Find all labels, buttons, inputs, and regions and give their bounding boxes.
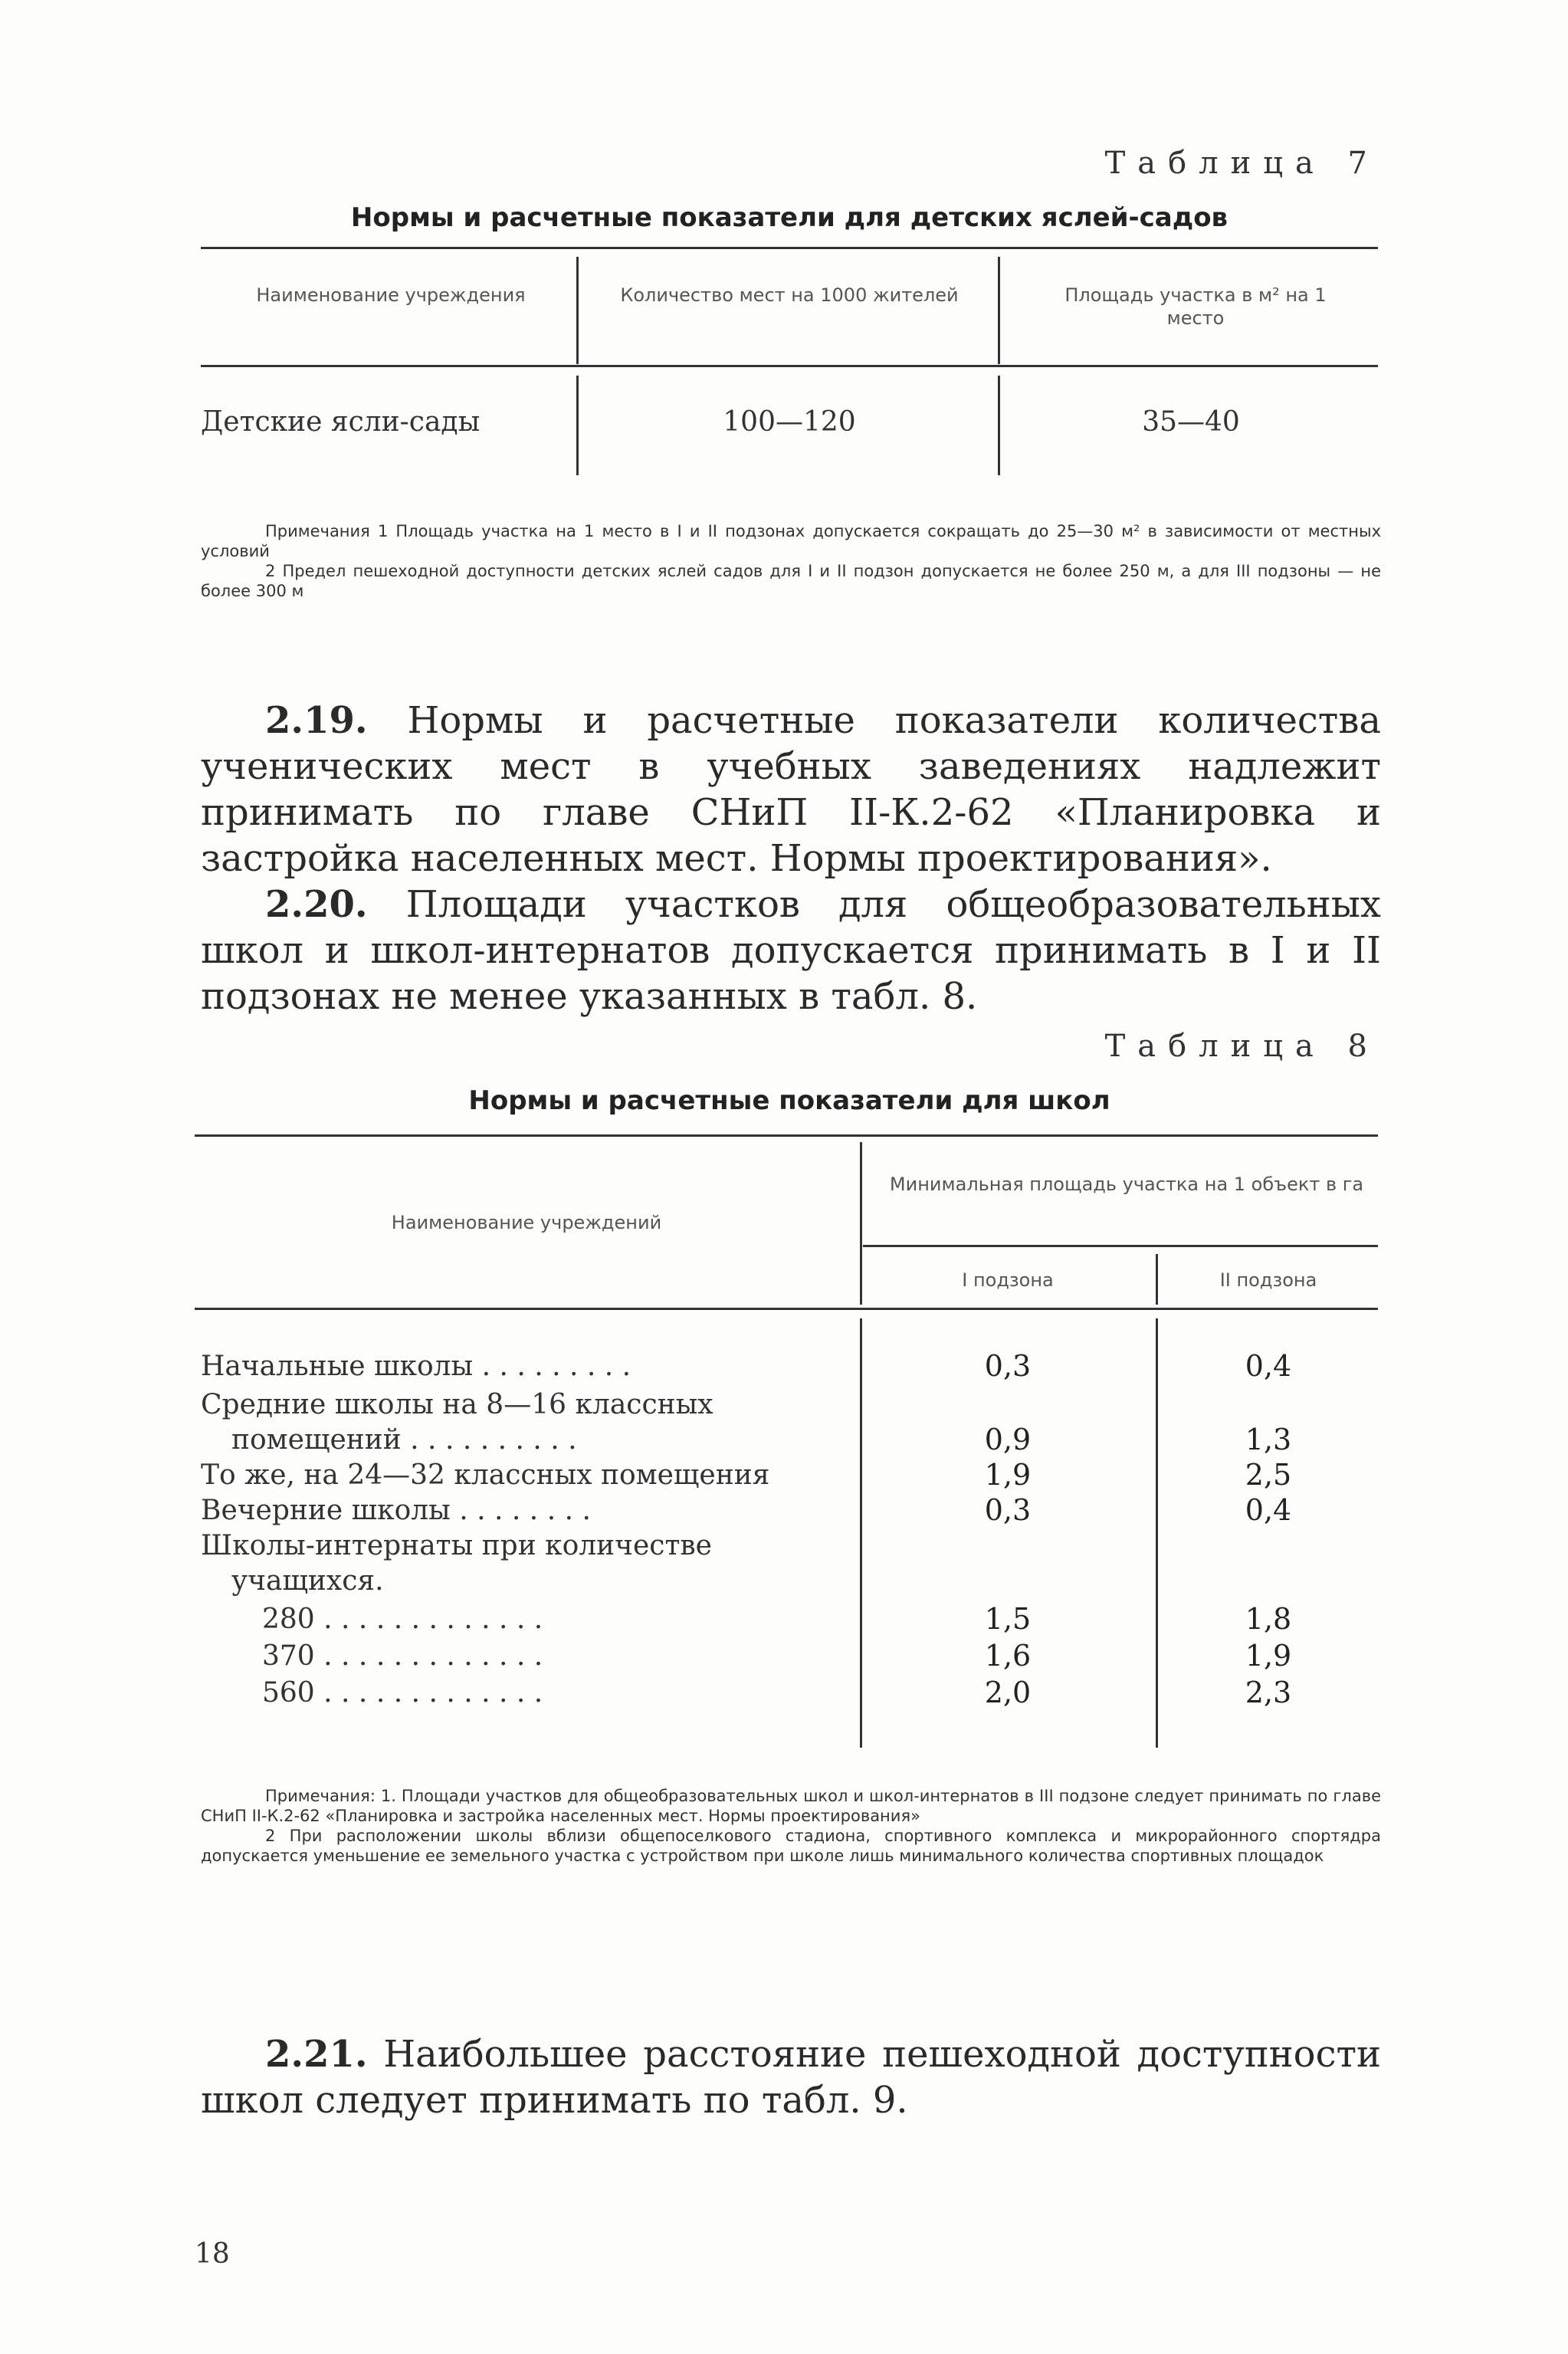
table8-row-z1: 1,5 xyxy=(984,1602,1032,1636)
table8-header-zone1: I подзона xyxy=(962,1269,1054,1291)
table8-row-z1: 0,9 xyxy=(984,1423,1032,1456)
paragraph-2-20-number: 2.20. xyxy=(265,883,368,926)
table8-row-name: учащихся. xyxy=(231,1565,384,1597)
table8-row-z2: 0,4 xyxy=(1245,1349,1292,1383)
table8-row-name: 370 . . . . . . . . . . . . . xyxy=(262,1640,543,1672)
paragraph-2-19 xyxy=(201,698,1381,882)
table7-header-places: Количество мест на 1000 жителей xyxy=(620,284,959,306)
table8-row-z2: 1,8 xyxy=(1245,1602,1292,1636)
table8-notes xyxy=(201,1786,1381,1866)
table8-title: Нормы и расчетные показатели для школ xyxy=(468,1085,1110,1116)
table8-subheader-rule xyxy=(863,1245,1378,1247)
table8-row-name: То же, на 24—32 классных помещения xyxy=(201,1459,770,1491)
table8-row-name: 560 . . . . . . . . . . . . . xyxy=(262,1677,543,1709)
table8-row-name: Начальные школы . . . . . . . . . xyxy=(201,1351,631,1382)
table7-cell-places: 100—120 xyxy=(723,406,856,438)
table7-col-divider-2b xyxy=(998,376,1000,475)
table7-header-name: Наименование учреждения xyxy=(256,284,526,306)
table8-row-name: 280 . . . . . . . . . . . . . xyxy=(262,1604,543,1635)
table7-col-divider-1 xyxy=(576,257,579,364)
table8-header-name: Наименование учреждений xyxy=(391,1212,662,1233)
table8-header-area: Минимальная площадь участка на 1 объект в га xyxy=(889,1174,1364,1195)
paragraph-2-21 xyxy=(201,2031,1381,2123)
table8-row-z2: 2,5 xyxy=(1245,1458,1292,1492)
table7-top-rule xyxy=(201,247,1378,249)
table8-note-2: 2 При расположении школы вблизи общепоселкового стадиона, спортивного комплекса и микрорайонного спортядра допускается уменьшение ее земельного участка с устройством при школе лишь минимального количества спортивных площадок xyxy=(201,1827,1381,1865)
paragraph-2-19-number: 2.19. xyxy=(265,699,368,742)
table8-row-name: Школы-интернаты при количестве xyxy=(201,1530,712,1561)
paragraph-2-21-text: Наибольшее расстояние пешеходной доступности школ следует принимать по табл. 9. xyxy=(201,2033,1381,2122)
paragraph-2-21-number: 2.21. xyxy=(265,2033,368,2076)
table8-row-z2: 2,3 xyxy=(1245,1676,1292,1709)
table8-row-z1: 0,3 xyxy=(984,1493,1032,1527)
table8-note-1: Примечания: 1. Площади участков для общеобразовательных школ и школ-интернатов в III подзоне следует принимать по главе СНиП II-К.2-62 «Планировка и застройка населенных мест. Нормы проектирования» xyxy=(201,1787,1381,1825)
table7-header-rule xyxy=(201,365,1378,367)
table8-col-divider-main xyxy=(860,1142,862,1305)
table7-note-1: Примечания 1 Площадь участка на 1 место в I и II подзонах допускается сокращать до 25—30 м² в зависимости от местных условий xyxy=(201,522,1381,560)
table8-col-divider-zones xyxy=(1156,1254,1158,1305)
table8-row-name: Средние школы на 8—16 классных xyxy=(201,1389,713,1420)
table8-header-rule xyxy=(195,1308,1378,1310)
page-number: 18 xyxy=(195,2238,230,2270)
table8-row-z2: 0,4 xyxy=(1245,1493,1292,1527)
table7-title: Нормы и расчетные показатели для детских яслей-садов xyxy=(350,202,1228,233)
table7-note-2: 2 Предел пешеходной доступности детских яслей садов для I и II подзон допускается не более 250 м, а для III подзоны — не более 300 м xyxy=(201,562,1381,600)
paragraph-2-20 xyxy=(201,882,1381,1019)
table8-row-z1: 1,9 xyxy=(984,1458,1032,1492)
table7-notes xyxy=(201,521,1381,601)
table7-caption: Таблица 7 xyxy=(1104,146,1379,181)
table8-row-z1: 1,6 xyxy=(984,1639,1032,1673)
table8-row-name: помещений . . . . . . . . . . xyxy=(231,1424,577,1456)
table7-header-area: Площадь участка в м² на 1 место xyxy=(1064,284,1327,329)
table8-top-rule xyxy=(195,1134,1378,1137)
table8-row-z2: 1,9 xyxy=(1245,1639,1292,1673)
table7-cell-area: 35—40 xyxy=(1142,406,1240,438)
paragraph-2-19-text: Нормы и расчетные показатели количества ученических мест в учебных заведениях надлежит принимать по главе СНиП II-К.2-62 «Планировка и застройка населенных мест. Нормы проектирования». xyxy=(201,699,1381,880)
table7-cell-name: Детские ясли-сады xyxy=(201,406,481,438)
table8-caption: Таблица 8 xyxy=(1104,1029,1379,1064)
table8-header-zone2: II подзона xyxy=(1219,1269,1317,1291)
table7-col-divider-1b xyxy=(576,376,579,475)
table8-col-divider-zones-body xyxy=(1156,1318,1158,1748)
table8-row-z1: 2,0 xyxy=(984,1676,1032,1709)
table8-row-name: Вечерние школы . . . . . . . . xyxy=(201,1495,591,1526)
table8-row-z1: 0,3 xyxy=(984,1349,1032,1383)
table7-col-divider-2 xyxy=(998,257,1000,364)
paragraph-2-20-text: Площади участков для общеобразовательных школ и школ-интернатов допускается принимать в I и II подзонах не менее указанных в табл. 8. xyxy=(201,883,1381,1018)
table8-row-z2: 1,3 xyxy=(1245,1423,1292,1456)
